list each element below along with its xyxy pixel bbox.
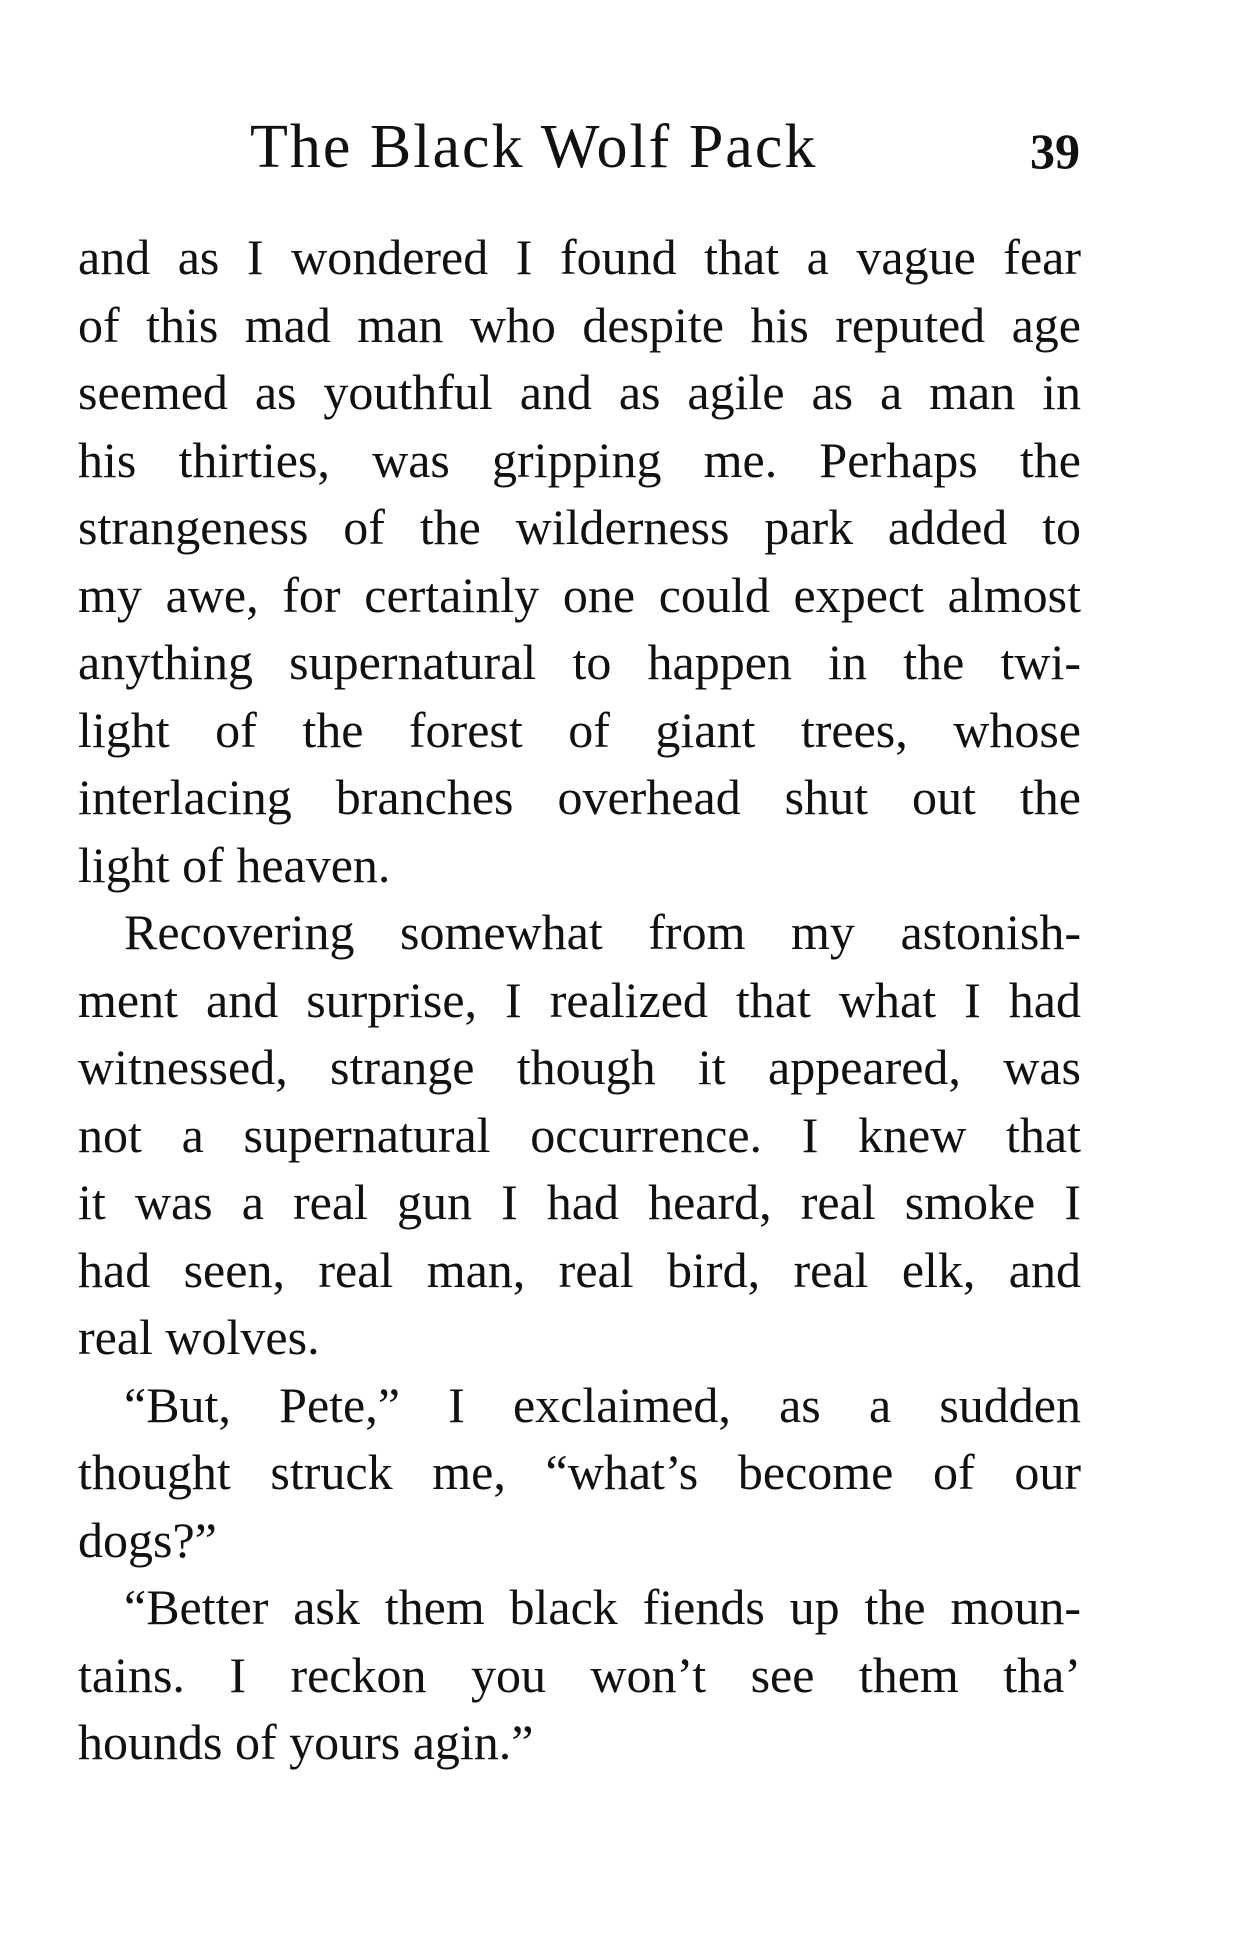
text-line: his thirties, was gripping me. Perhaps the xyxy=(78,431,1081,488)
text-line: anything supernatural to happen in the twi- xyxy=(78,634,1081,690)
text-line: light of heaven. xyxy=(78,836,391,893)
text-line: witnessed, strange though it appeared, was xyxy=(78,1039,1081,1095)
text-line: ment and surprise, I realized that what I had xyxy=(78,971,1081,1028)
text-line: strangeness of the wilderness park added to xyxy=(78,499,1081,555)
text-line: of this mad man who despite his reputed age xyxy=(78,296,1081,353)
paragraph-3 xyxy=(78,1372,1081,1575)
text-line: it was a real gun I had heard, real smoke I xyxy=(78,1174,1081,1230)
text-line: thought struck me, “what’s become of our xyxy=(78,1444,1081,1500)
running-title: The Black Wolf Pack xyxy=(250,113,818,181)
text-line: and as I wondered I found that a vague fear xyxy=(78,229,1081,285)
running-head xyxy=(250,112,1080,182)
text-line: hounds of yours agin.” xyxy=(78,1714,534,1770)
text-line: my awe, for certainly one could expect almost xyxy=(78,566,1081,623)
body-text xyxy=(78,224,1081,1777)
page-number: 39 xyxy=(1030,123,1080,179)
paragraph-1 xyxy=(78,224,1081,899)
text-line: not a supernatural occurrence. I knew that xyxy=(78,1106,1081,1163)
text-line: real wolves. xyxy=(78,1309,320,1365)
text-line: had seen, real man, real bird, real elk, and xyxy=(78,1241,1081,1298)
text-line: seemed as youthful and as agile as a man in xyxy=(78,364,1081,420)
text-line: light of the forest of giant trees, whose xyxy=(78,701,1081,758)
text-line: interlacing branches overhead shut out the xyxy=(78,769,1081,825)
paragraph-4 xyxy=(78,1574,1081,1777)
text-line: “But, Pete,” I exclaimed, as a sudden xyxy=(124,1376,1081,1433)
text-line: dogs?” xyxy=(78,1511,217,1568)
paragraph-2 xyxy=(78,899,1081,1372)
text-line: “Better ask them black fiends up the moun- xyxy=(124,1579,1081,1635)
text-line: tains. I reckon you won’t see them tha’ xyxy=(78,1646,1081,1703)
text-line: Recovering somewhat from my astonish- xyxy=(124,904,1081,960)
